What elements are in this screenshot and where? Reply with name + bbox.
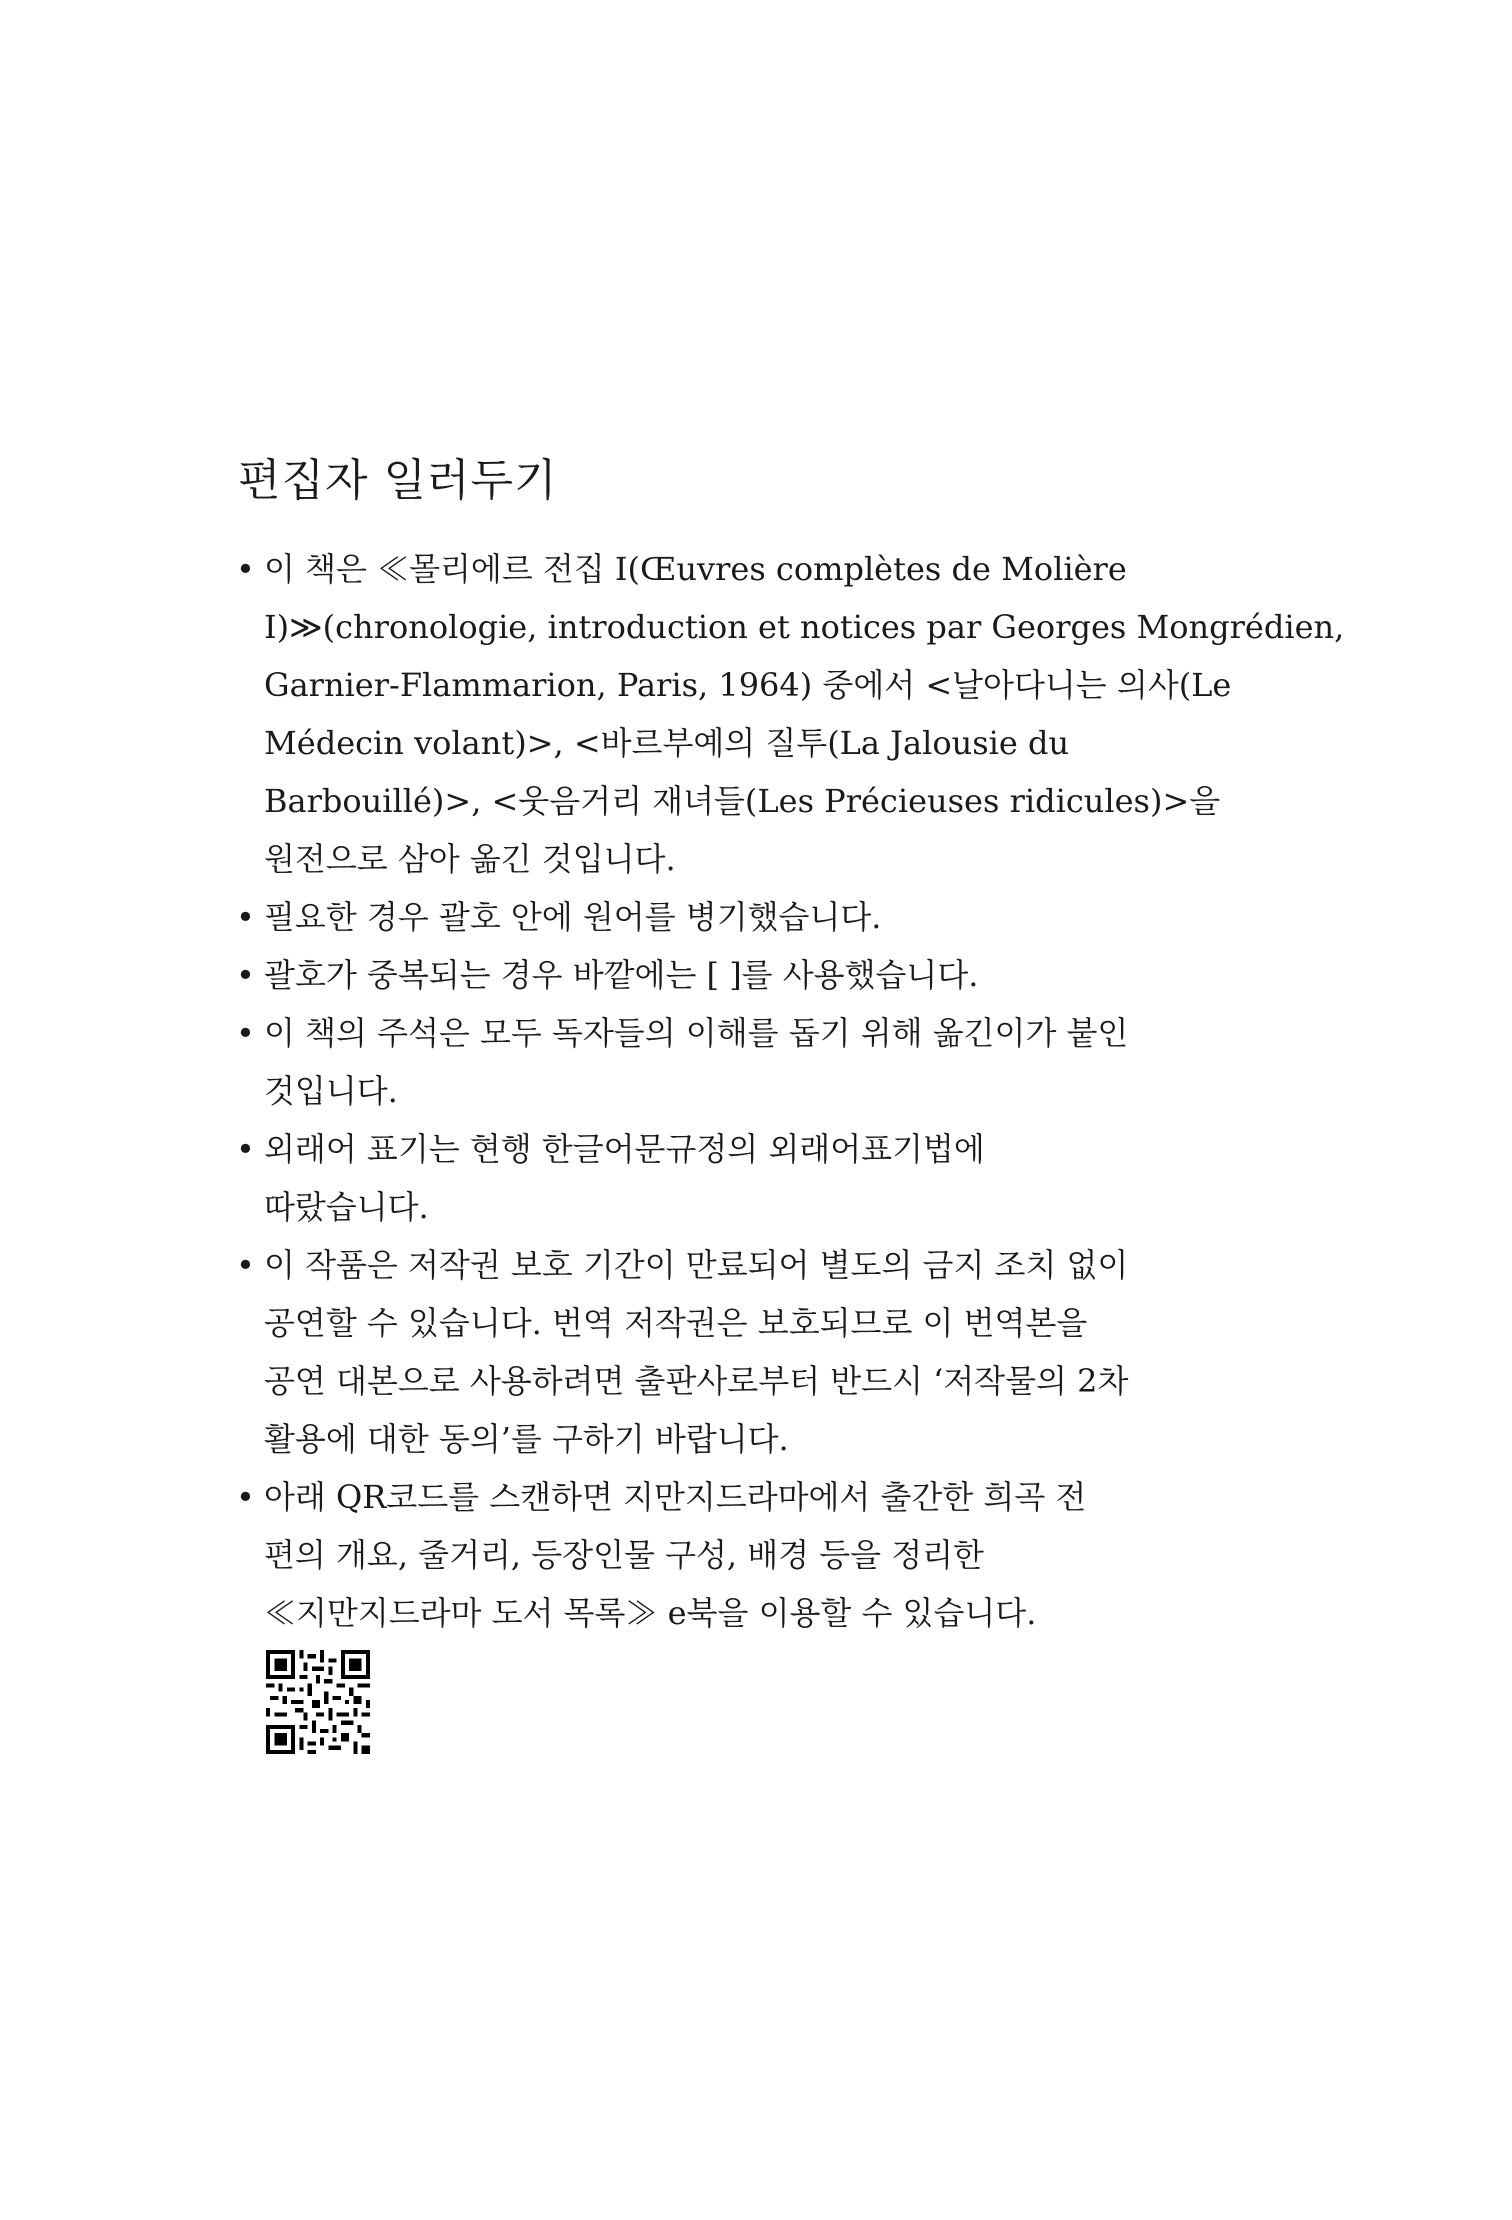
list-item <box>232 946 1232 1004</box>
list-item <box>232 540 1345 888</box>
list-item <box>232 1004 1232 1120</box>
bullet-icon: • <box>236 1014 255 1052</box>
note-line: 편의 개요, 줄거리, 등장인물 구성, 배경 등을 정리한 <box>264 1536 984 1574</box>
list-item <box>232 1120 1232 1236</box>
note-line: Barbouillé)>, <웃음거리 재녀들(Les Précieuses ridicules)>을 <box>264 782 1221 820</box>
note-line: 원전으로 삼아 옮긴 것입니다. <box>264 840 676 878</box>
qr-code-icon[interactable] <box>266 1650 370 1754</box>
bullet-icon: • <box>236 550 255 588</box>
note-line: 괄호가 중복되는 경우 바깥에는 [ ]를 사용했습니다. <box>264 956 979 994</box>
note-line: Garnier-Flammarion, Paris, 1964) 중에서 <날아다니는 의사(Le <box>264 666 1232 704</box>
note-line: 활용에 대한 동의’를 구하기 바랍니다. <box>264 1420 789 1458</box>
note-line: 공연할 수 있습니다. 번역 저작권은 보호되므로 이 번역본을 <box>264 1304 1088 1342</box>
note-line: I)≫(chronologie, introduction et notices par Georges Mongrédien, <box>264 608 1345 646</box>
notes-list <box>232 540 1345 1642</box>
bullet-icon: • <box>236 1478 255 1516</box>
list-item <box>232 1468 1232 1642</box>
list-item <box>232 1236 1232 1468</box>
bullet-icon: • <box>236 1246 255 1284</box>
note-line: Médecin volant)>, <바르부예의 질투(La Jalousie du <box>264 724 1070 762</box>
note-line: 이 책은 ≪몰리에르 전집 I(Œuvres complètes de Molière <box>264 550 1127 588</box>
note-line: 이 책의 주석은 모두 독자들의 이해를 돕기 위해 옮긴이가 붙인 <box>264 1014 1129 1052</box>
note-line: 이 작품은 저작권 보호 기간이 만료되어 별도의 금지 조치 없이 <box>264 1246 1129 1284</box>
bullet-icon: • <box>236 1130 255 1168</box>
note-line: 외래어 표기는 현행 한글어문규정의 외래어표기법에 <box>264 1130 985 1168</box>
note-line: 공연 대본으로 사용하려면 출판사로부터 반드시 ‘저작물의 2차 <box>264 1362 1129 1400</box>
note-line: ≪지만지드라마 도서 목록≫ e북을 이용할 수 있습니다. <box>264 1594 1037 1632</box>
note-line: 따랐습니다. <box>264 1188 429 1226</box>
note-line: 필요한 경우 괄호 안에 원어를 병기했습니다. <box>264 898 882 936</box>
note-line: 아래 QR코드를 스캔하면 지만지드라마에서 출간한 희곡 전 <box>264 1478 1087 1516</box>
list-item <box>232 888 1232 946</box>
bullet-icon: • <box>236 956 255 994</box>
bullet-icon: • <box>236 898 255 936</box>
note-line: 것입니다. <box>264 1072 398 1110</box>
page-title: 편집자 일러두기 <box>238 455 558 506</box>
